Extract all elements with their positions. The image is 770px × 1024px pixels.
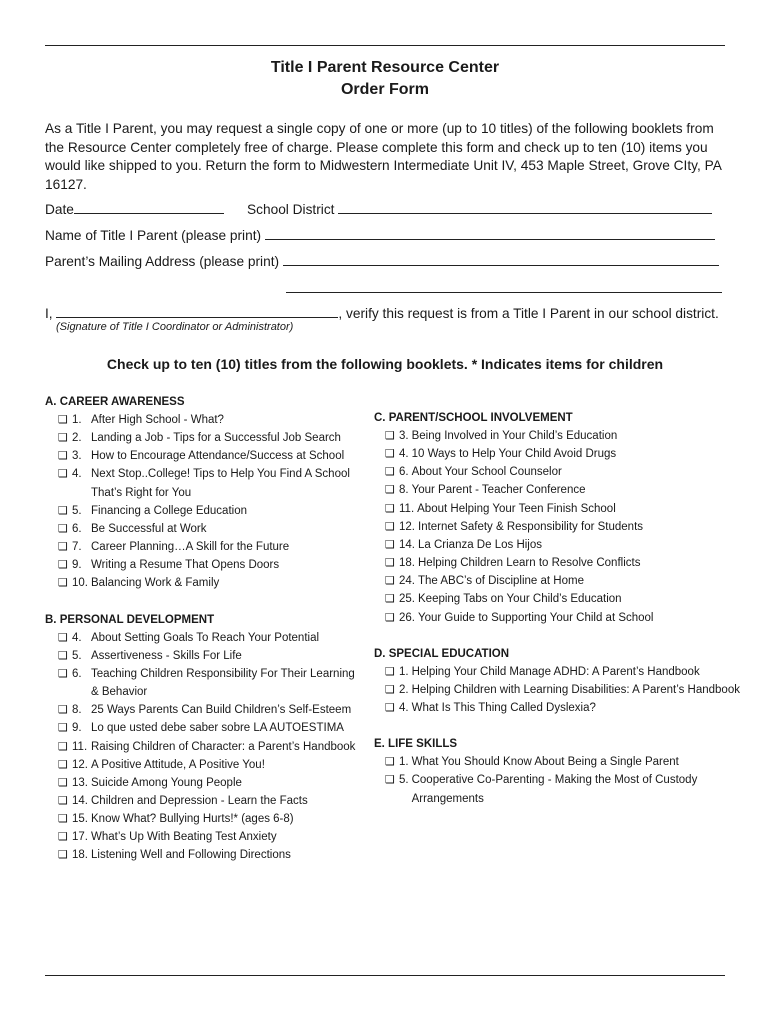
checkbox-icon[interactable]: ❑ — [58, 631, 68, 644]
address-field-line1[interactable] — [283, 253, 719, 266]
booklet-title: The ABC’s of Discipline at Home — [418, 575, 584, 588]
booklet-number: 11. — [399, 502, 415, 515]
booklet-list — [374, 753, 744, 807]
booklet-number: 14. — [399, 538, 415, 551]
checkbox-icon[interactable]: ❑ — [58, 468, 68, 481]
booklet-number: 1. — [399, 756, 409, 769]
booklet-item — [45, 756, 365, 774]
verify-suffix: , verify this request is from a Title I Parent in our school district. — [338, 306, 719, 321]
booklet-number: 2. — [399, 683, 409, 696]
section-heading-personal: B. PERSONAL DEVELOPMENT — [45, 613, 215, 626]
booklet-number: 13. — [72, 776, 88, 789]
booklet-number: 8. — [399, 484, 409, 497]
address-label: Parent’s Mailing Address (please print) — [45, 254, 280, 269]
booklet-item — [45, 792, 365, 810]
booklet-number: 6. — [399, 466, 409, 479]
booklet-number: 5. — [72, 504, 82, 517]
booklet-item — [374, 463, 744, 481]
checkbox-icon[interactable]: ❑ — [58, 649, 68, 662]
booklet-item — [45, 810, 365, 828]
booklet-item — [45, 846, 365, 864]
booklet-number: 9. — [72, 722, 82, 735]
booklet-item — [45, 738, 365, 756]
checkbox-icon[interactable]: ❑ — [385, 484, 395, 497]
booklet-list — [374, 427, 744, 627]
checkbox-icon[interactable]: ❑ — [385, 466, 395, 479]
booklet-number: 18. — [72, 849, 88, 862]
booklet-title: What Is This Thing Called Dyslexia? — [411, 702, 596, 715]
booklet-item — [374, 481, 744, 499]
booklet-item — [374, 572, 744, 590]
parent-name-label: Name of Title I Parent (please print) — [45, 228, 262, 243]
address-field-line2[interactable] — [286, 280, 722, 293]
booklet-item — [45, 629, 365, 647]
booklet-title: About Setting Goals To Reach Your Potential — [91, 631, 320, 644]
booklet-item — [45, 556, 365, 574]
section-heading-career: A. CAREER AWARENESS — [45, 396, 185, 408]
top-rule — [45, 45, 725, 46]
booklet-item — [45, 828, 365, 846]
checkbox-icon[interactable]: ❑ — [385, 520, 395, 533]
booklet-item — [374, 536, 744, 554]
booklet-item — [45, 520, 365, 538]
right-column — [374, 409, 744, 808]
address-row — [45, 253, 719, 269]
address-row-2 — [286, 280, 722, 296]
signature-caption: (Signature of Title I Coordinator or Administrator) — [56, 321, 294, 333]
parent-name-row — [45, 227, 715, 243]
booklet-title: Your Guide to Supporting Your Child at School — [418, 611, 654, 624]
booklet-title: Teaching Children Responsibility For Their Learning & Behavior — [91, 667, 355, 699]
booklet-number: 5. — [399, 774, 409, 787]
booklet-item — [45, 411, 365, 429]
booklet-number: 3. — [399, 430, 409, 442]
booklet-number: 9. — [72, 559, 82, 572]
booklet-number: 12. — [399, 520, 415, 533]
booklet-number: 7. — [72, 541, 82, 554]
checkbox-icon[interactable]: ❑ — [385, 665, 395, 678]
booklet-title: La Crianza De Los Hijos — [418, 538, 543, 551]
checkbox-icon[interactable]: ❑ — [385, 448, 395, 461]
booklet-number: 1. — [72, 414, 82, 426]
booklet-number: 5. — [72, 649, 82, 662]
booklet-number: 4. — [72, 468, 82, 481]
checkbox-icon[interactable]: ❑ — [385, 593, 395, 606]
booklet-title: Helping Your Child Manage ADHD: A Parent’s Handbook — [411, 665, 700, 678]
booklet-item — [374, 771, 744, 807]
checkbox-icon[interactable]: ❑ — [58, 667, 68, 680]
booklet-title: Being Involved in Your Child’s Education — [411, 430, 618, 442]
date-field[interactable] — [74, 201, 224, 214]
booklet-item — [45, 719, 365, 737]
booklet-list — [45, 629, 365, 865]
booklet-number: 10. — [72, 577, 88, 590]
booklet-title: 25 Ways Parents Can Build Children’s Self-Esteem — [91, 704, 352, 717]
booklet-item — [45, 701, 365, 719]
booklet-title: About Your School Counselor — [411, 466, 562, 479]
section-heading-special: D. SPECIAL EDUCATION — [374, 647, 510, 660]
booklet-list — [45, 411, 365, 593]
checkbox-icon[interactable]: ❑ — [58, 758, 68, 771]
booklet-number: 6. — [72, 522, 82, 535]
checkbox-icon[interactable]: ❑ — [58, 704, 68, 717]
booklet-title: Your Parent - Teacher Conference — [411, 484, 586, 497]
booklet-number: 6. — [72, 667, 82, 680]
booklet-item — [45, 647, 365, 665]
check-instruction: Check up to ten (10) titles from the following booklets. * Indicates items for children — [106, 356, 664, 372]
booklet-title: Career Planning…A Skill for the Future — [91, 541, 290, 554]
booklet-item — [374, 427, 744, 445]
checkbox-icon[interactable]: ❑ — [58, 559, 68, 572]
checkbox-icon[interactable]: ❑ — [58, 541, 68, 554]
school-district-label: School District — [247, 202, 335, 217]
booklet-title: Balancing Work & Family — [91, 577, 220, 590]
booklet-item — [374, 753, 744, 771]
booklet-item — [374, 681, 744, 699]
booklet-number: 4. — [72, 631, 82, 644]
booklet-number: 15. — [72, 813, 88, 826]
booklet-title: Next Stop..College! Tips to Help You Find A School That’s Right for You — [91, 468, 350, 499]
booklet-item — [374, 445, 744, 463]
booklet-item — [45, 538, 365, 556]
booklet-number: 4. — [399, 448, 409, 461]
booklet-title: Helping Children Learn to Resolve Conflicts — [418, 557, 641, 570]
booklet-item — [374, 699, 744, 717]
booklet-title: Lo que usted debe saber sobre LA AUTOESTIMA — [91, 722, 344, 735]
booklet-item — [45, 465, 365, 501]
intro-paragraph: As a Title I Parent, you may request a single copy of one or more (up to 10 titles) of the following booklets from the Resource Center completely free of charge. Please complete this form and check up to ten (10) items you would like shipped to you. Return the form to Midwestern Intermediate Unit IV, 453 Maple Street, Grove CIty, PA 16127. — [45, 121, 722, 192]
booklet-title: Landing a Job - Tips for a Successful Job Search — [91, 432, 341, 445]
verify-prefix: I, — [45, 306, 53, 321]
checkbox-icon[interactable]: ❑ — [58, 504, 68, 517]
booklet-title: Internet Safety & Responsibility for Students — [418, 520, 644, 533]
parent-name-field[interactable] — [265, 227, 715, 240]
booklet-item — [374, 663, 744, 681]
booklet-item — [45, 447, 365, 465]
school-district-row — [247, 201, 712, 217]
bottom-rule — [45, 975, 725, 976]
checkbox-icon[interactable]: ❑ — [385, 557, 395, 570]
booklet-title: 10 Ways to Help Your Child Avoid Drugs — [411, 448, 617, 461]
booklet-item — [45, 502, 365, 520]
signature-field[interactable] — [56, 305, 338, 318]
verify-row — [45, 305, 719, 321]
checkbox-icon[interactable]: ❑ — [58, 577, 68, 590]
booklet-number: 12. — [72, 758, 88, 771]
booklet-number: 2. — [72, 432, 82, 445]
booklet-number: 17. — [72, 831, 88, 844]
checkbox-icon[interactable]: ❑ — [385, 575, 395, 588]
booklet-title: After High School - What? — [91, 414, 224, 426]
booklet-list — [374, 663, 744, 717]
checkbox-icon[interactable]: ❑ — [385, 756, 395, 769]
checkbox-icon[interactable]: ❑ — [58, 849, 68, 862]
booklet-number: 11. — [72, 740, 88, 753]
form-title: Title I Parent Resource Center — [270, 59, 500, 76]
booklet-title: Raising Children of Character: a Parent’s Handbook — [91, 740, 356, 753]
booklet-title: Be Successful at Work — [91, 522, 207, 535]
booklet-title: Know What? Bullying Hurts!* (ages 6-8) — [91, 813, 294, 826]
booklet-title: Keeping Tabs on Your Child’s Education — [418, 593, 622, 606]
booklet-number: 8. — [72, 704, 82, 717]
booklet-item — [45, 774, 365, 792]
booklet-item — [374, 590, 744, 608]
booklet-item — [45, 429, 365, 447]
booklet-number: 24. — [399, 575, 415, 588]
checkbox-icon[interactable]: ❑ — [385, 774, 395, 787]
checkbox-icon[interactable]: ❑ — [385, 702, 395, 715]
booklet-number: 3. — [72, 450, 82, 463]
checkbox-icon[interactable]: ❑ — [385, 502, 395, 515]
booklet-item — [374, 500, 744, 518]
booklet-number: 1. — [399, 665, 409, 678]
booklet-title: Children and Depression - Learn the Facts — [91, 794, 308, 807]
section-heading-life: E. LIFE SKILLS — [374, 738, 458, 751]
checkbox-icon[interactable]: ❑ — [385, 611, 395, 624]
booklet-title: Suicide Among Young People — [91, 776, 242, 789]
booklet-item — [45, 574, 365, 592]
booklet-title: Financing a College Education — [91, 504, 247, 517]
checkbox-icon[interactable]: ❑ — [58, 722, 68, 735]
booklet-number: 4. — [399, 702, 409, 715]
booklet-title: About Helping Your Teen Finish School — [417, 502, 616, 515]
booklet-title: Cooperative Co-Parenting - Making the Most of Custody Arrangements — [411, 774, 698, 805]
booklet-number: 14. — [72, 794, 88, 807]
checkbox-icon[interactable]: ❑ — [58, 813, 68, 826]
checkbox-icon[interactable]: ❑ — [58, 740, 68, 753]
checkbox-icon[interactable]: ❑ — [58, 776, 68, 789]
checkbox-icon[interactable]: ❑ — [58, 794, 68, 807]
checkbox-icon[interactable]: ❑ — [58, 450, 68, 463]
booklet-title: Assertiveness - Skills For Life — [91, 649, 242, 662]
checkbox-icon[interactable]: ❑ — [58, 522, 68, 535]
booklet-number: 25. — [399, 593, 415, 606]
booklet-item — [374, 609, 744, 627]
booklet-title: How to Encourage Attendance/Success at School — [91, 450, 345, 463]
date-row — [45, 201, 224, 217]
checkbox-icon[interactable]: ❑ — [58, 831, 68, 844]
section-heading-involvement: C. PARENT/SCHOOL INVOLVEMENT — [374, 412, 573, 424]
checkbox-icon[interactable]: ❑ — [385, 538, 395, 551]
booklet-item — [374, 518, 744, 536]
booklet-title: Writing a Resume That Opens Doors — [91, 559, 280, 572]
checkbox-icon[interactable]: ❑ — [58, 432, 68, 445]
booklet-title: What You Should Know About Being a Single Parent — [411, 756, 679, 769]
booklet-title: Helping Children with Learning Disabilities: A Parent’s Handbook — [411, 683, 740, 696]
booklet-item — [45, 665, 365, 701]
checkbox-icon[interactable]: ❑ — [385, 683, 395, 696]
booklet-title: Listening Well and Following Directions — [91, 849, 291, 862]
left-column — [45, 393, 365, 865]
booklet-number: 18. — [399, 557, 415, 570]
date-label: Date — [45, 202, 74, 217]
booklet-item — [374, 554, 744, 572]
checkbox-icon[interactable]: ❑ — [58, 414, 68, 426]
booklet-title: A Positive Attitude, A Positive You! — [91, 758, 265, 771]
form-subtitle: Order Form — [340, 81, 429, 98]
booklet-number: 26. — [399, 611, 415, 624]
booklet-title: What’s Up With Beating Test Anxiety — [91, 831, 277, 844]
school-district-field[interactable] — [338, 201, 712, 214]
checkbox-icon[interactable]: ❑ — [385, 430, 395, 442]
